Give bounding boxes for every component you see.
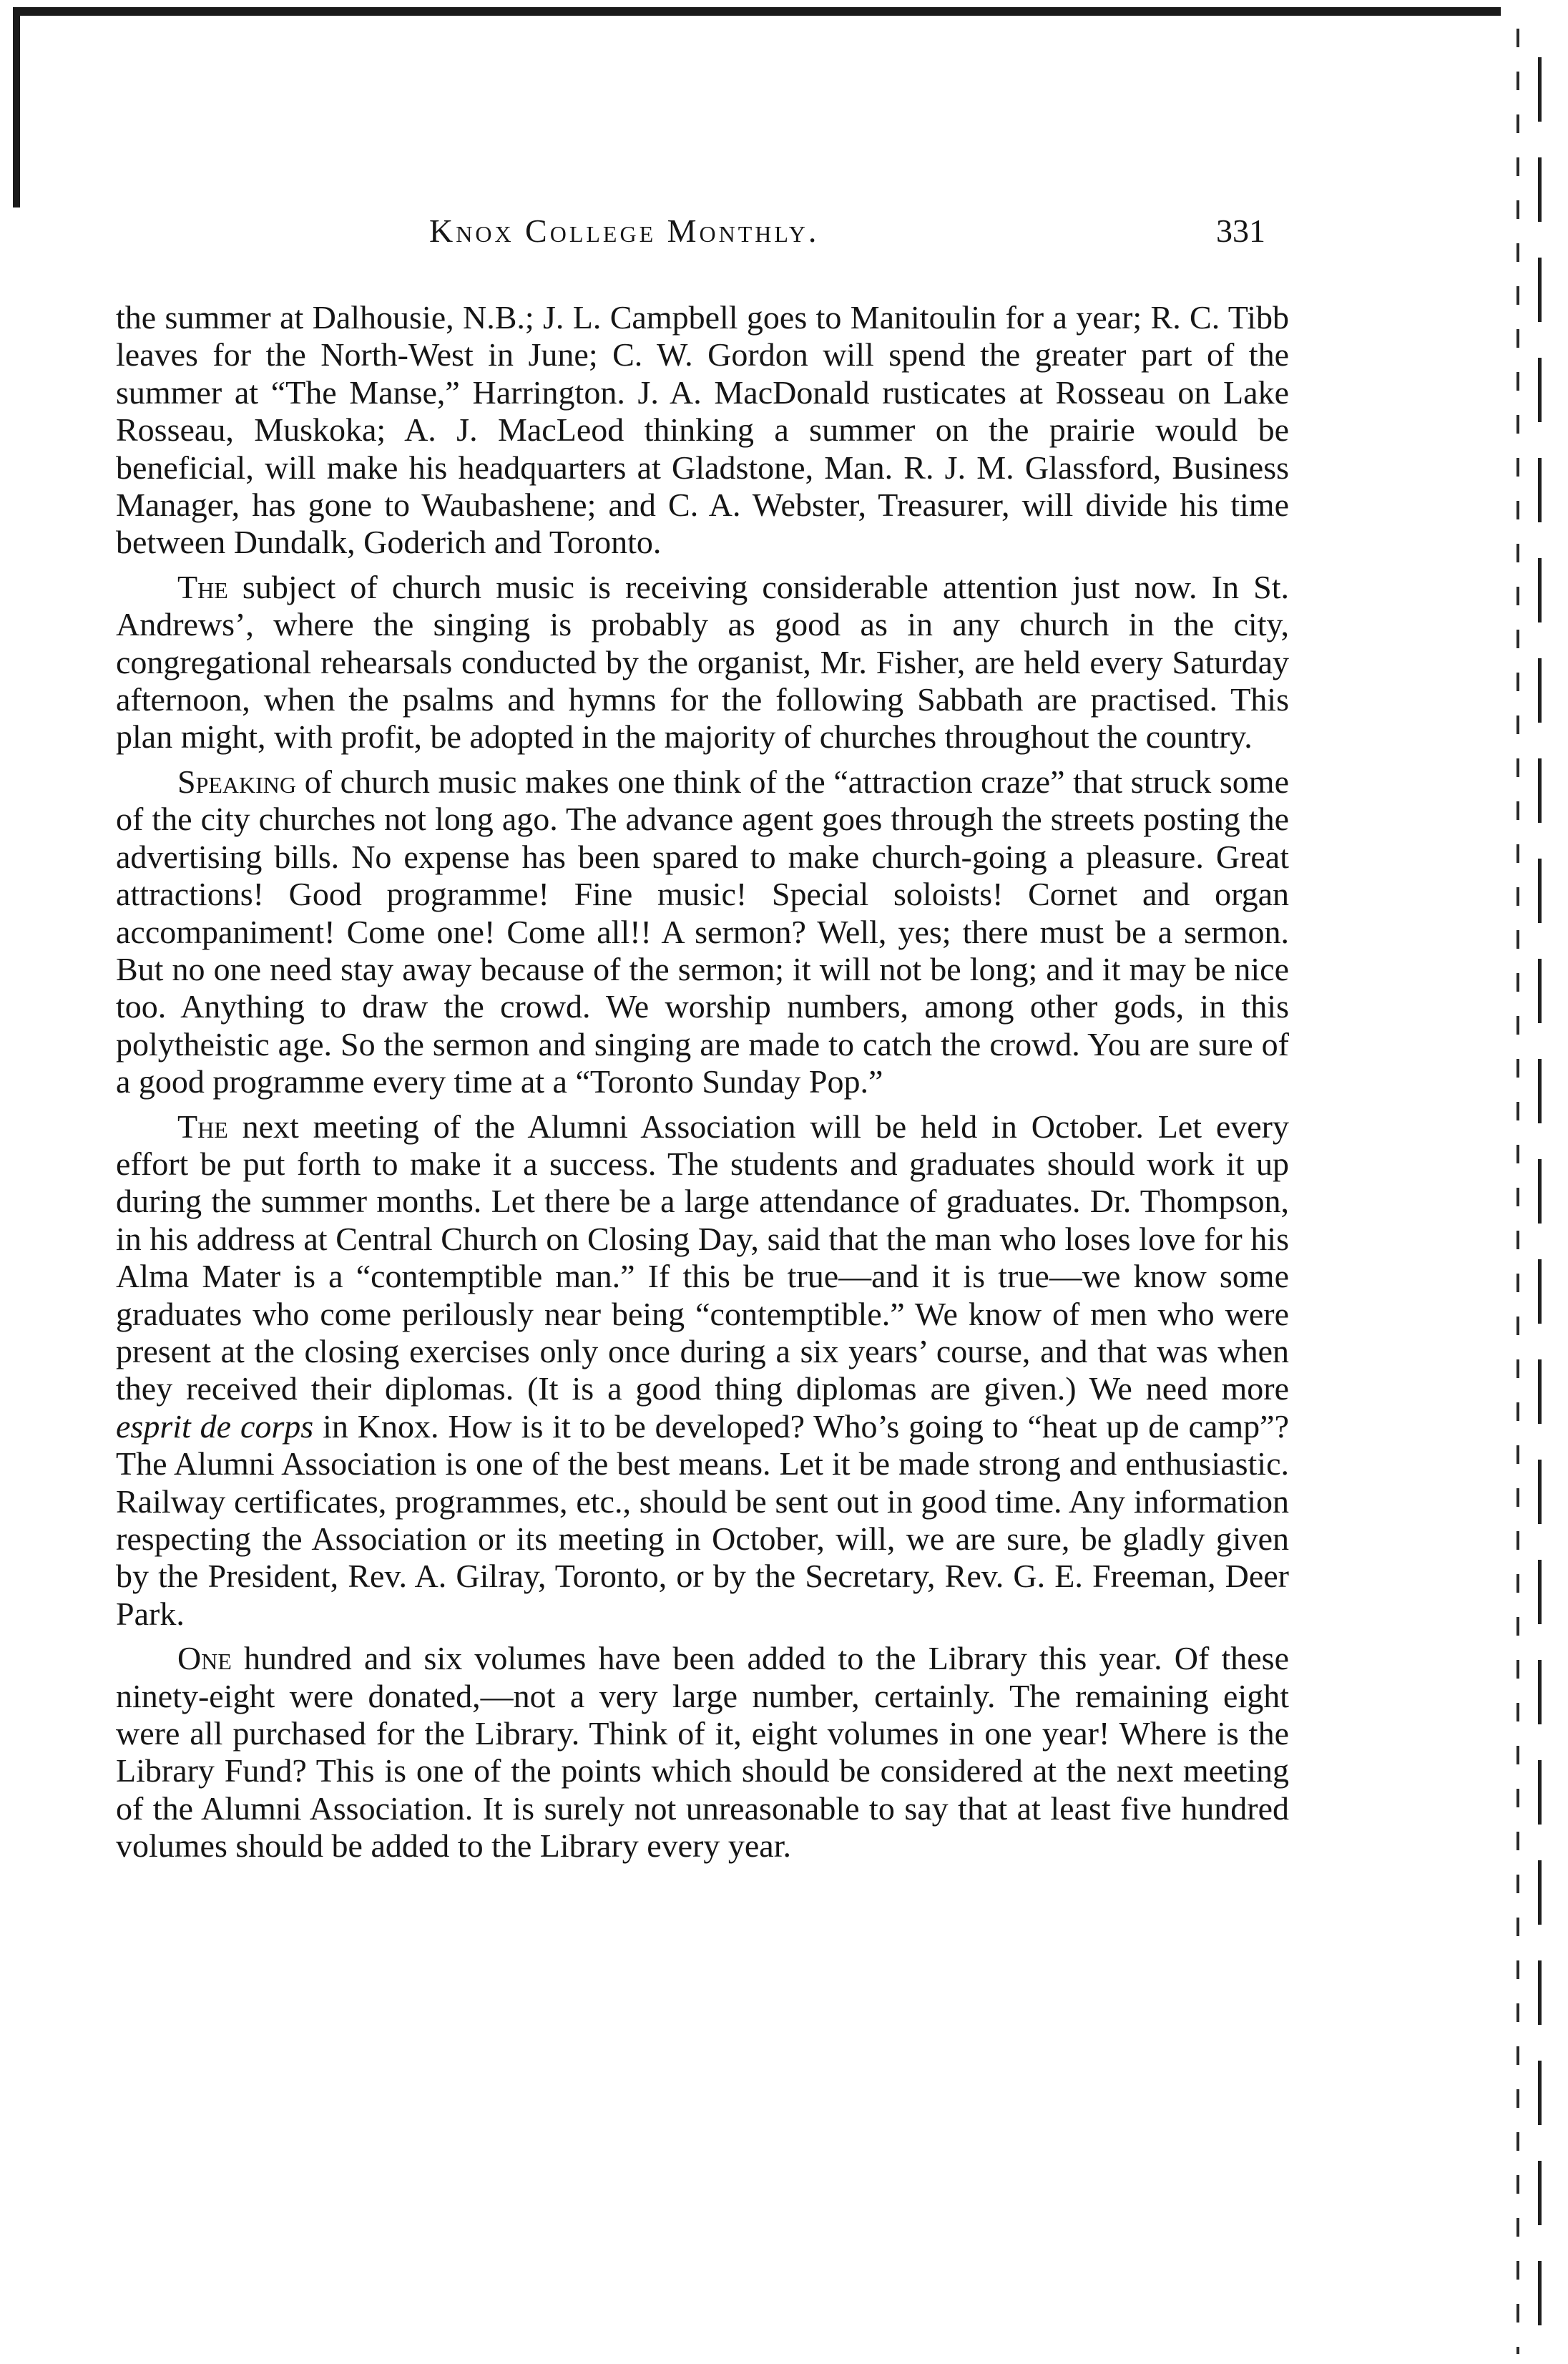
paragraph-text: of church music makes one think of the “attraction craze” that struck some of the city churches not long ago. The advance agent goes through the streets posting the advertising bills. No expense has been spared to make church-going a pleasure. Great attractions! Good programme! Fine music! Special soloists! Cornet and organ accompaniment! Come one! Come all!! A sermon? Well, yes; there must be a sermon. But no one need stay away because of the sermon; it will not be long; and it may be nice too. Anything to draw the crowd. We worship numbers, among other gods, in this polytheistic age. So the sermon and singing are made to catch the crowd. You are sure of a good programme every time at a “Toronto Sunday Pop.” [116,763,1289,1100]
page-header [0,212,1568,269]
paragraph-text: hundred and six volumes have been added to the Library this year. Of these ninety-eight were donated,—not a very large number, certainly. The remaining eight were all purchased for the Library. Think of it, eight volumes in one year! Where is the Library Fund? This is one of the points which should be considered at the next meeting of the Alumni Association. It is surely not unreasonable to say that at least five hundred volumes should be added to the Library every year. [116,1640,1289,1865]
paragraph-lead-word: The [177,568,228,605]
paragraph-alumni-association [116,1108,1289,1633]
left-border-rule [13,7,20,207]
paragraph-lead-word: The [177,1108,228,1145]
paragraph-student-summer-plans [116,299,1289,562]
paragraph-text: subject of church music is receiving considerable attention just now. In St. Andrews’, where the singing is probably as good as in any church in the city, congregational rehearsals conducted by the organist, Mr. Fisher, are held every Saturday afternoon, when the psalms and hymns for the following Sabbath are practised. This plan might, with profit, be adopted in the majority of churches throughout the country. [116,568,1289,756]
paragraph-library-volumes [116,1640,1289,1865]
paragraph-text-continued: in Knox. How is it to be developed? Who’s going to “heat up de camp”? The Alumni Association is one of the best means. Let it be made strong and enthusiastic. Railway certificates, programmes, etc., should be sent out in good time. Any information respecting the Association or its meeting in October, will, we are sure, be gladly given by the President, Rev. A. Gilray, Toronto, or by the Secretary, Rev. G. E. Freeman, Deer Park. [116,1407,1289,1632]
paragraph-church-music [116,569,1289,756]
article-body [116,299,1289,1872]
paragraph-text: next meeting of the Alumni Association will be held in October. Let every effort be put forth to make it a success. The students and graduates should work it up during the summer months. Let there be a large attendance of graduates. Dr. Thompson, in his address at Central Church on Closing Day, said that the man who loses love for his Alma Mater is a “contemptible man.” If this be true—and it is true—we know some graduates who come perilously near being “contemptible.” We know of men who were present at the closing exercises only once during a six years’ course, and that was when they received their diplomas. (It is a good thing diplomas are given.) We need more [116,1108,1289,1407]
top-border-rule [13,7,1501,16]
paragraph-attraction-craze [116,763,1289,1101]
running-title: Knox College Monthly. [429,213,820,249]
italic-phrase: esprit de corps [116,1407,314,1445]
right-edge-scan-marks [1538,57,1542,2347]
paragraph-lead-word: One [177,1640,232,1677]
right-margin-scan-marks [1516,29,1519,2354]
paragraph-lead-word: Speaking [177,763,297,800]
paragraph-text: the summer at Dalhousie, N.B.; J. L. Campbell goes to Manitoulin for a year; R. C. Tibb leaves for the North-West in June; C. W. Gordon will spend the greater part of the summer at “The Manse,” Harrington. J. A. MacDonald rusticates at Rosseau on Lake Rosseau, Muskoka; A. J. MacLeod thinking a summer on the prairie would be beneficial, will make his headquarters at Gladstone, Man. R. J. M. Glassford, Business Manager, has gone to Waubashene; and C. A. Webster, Treasurer, will divide his time between Dundalk, Goderich and Toronto. [116,299,1289,561]
page-number: 331 [1216,213,1265,249]
